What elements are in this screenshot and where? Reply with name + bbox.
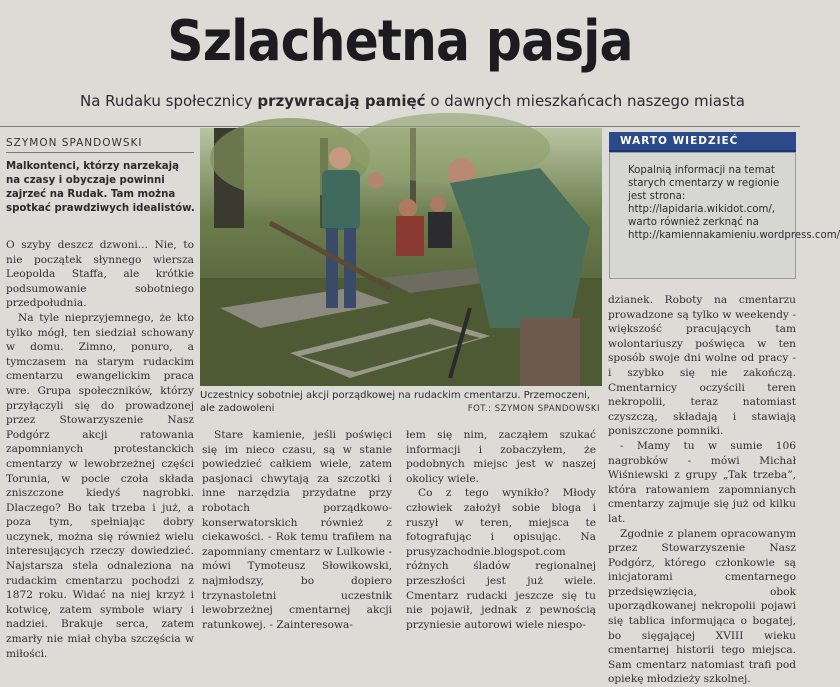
paragraph: - Mamy tu w sumie 106 nagrobków - mówi Michał Wiśniewski z grupy „Tak trzeba”, która ratowaniem zapomnianych cmentarzy zajmuje się już od kilku lat. xyxy=(608,439,796,527)
byline-divider xyxy=(6,152,194,153)
column-4 xyxy=(608,293,796,687)
byline: SZYMON SPANDOWSKI xyxy=(6,137,143,149)
cemetery-volunteers-photo xyxy=(200,128,602,386)
subheadline xyxy=(80,92,760,110)
paragraph: O szyby deszcz dzwoni... Nie, to nie początek słynnego wiersza Leopolda Staffa, ale krótkie podsumowanie sobotniego przedpołudnia. xyxy=(6,238,194,311)
column-2 xyxy=(202,428,392,632)
subhead-pre: Na Rudaku społecznicy xyxy=(80,92,257,110)
photo-caption: Uczestnicy sobotniej akcji porządkowej na rudackim cmentarzu. Przemoczeni, ale zadowoleni xyxy=(200,389,600,415)
info-box-title: WARTO WIEDZIEĆ xyxy=(620,135,738,147)
photo-credit: FOT.: SZYMON SPANDOWSKI xyxy=(440,404,600,414)
paragraph: Na tyle nieprzyjemnego, że kto tylko mógł, ten siedział schowany w domu. Zimno, ponuro, a tymczasem na starym rudackim cmentarzu ewangelickim praca wre. Grupa społeczników, którzy przyłączyli się do prowadzonej przez Stowarzyszenie Nasz Podgórz akcji ratowania zapomnianych protestanckich cmentarzy w lewobrzeżnej części Torunia, w pocie czoła składa zniszczone kiedyś nagrobki. Dlaczego? Bo tak trzeba i już, a poza tym, spełniając dobry uczynek, można się również wielu interesujących rzeczy dowiedzieć. Najstarsza stela odnaleziona na rudackim cmentarzu pochodzi z 1872 roku. Widać na niej krzyż i kotwicę, zatem symbole wiary i nadziei. Brakuje serca, zatem zmarły nie miał chyba szczęścia w miłości. xyxy=(6,311,194,661)
column-1 xyxy=(6,238,194,661)
paragraph: Zgodnie z planem opracowanym przez Stowarzyszenie Nasz Podgórz, którego członkowie są inicjatorami cmentarnego przedsięwzięcia, obok uporządkowanej nekropolii pojawi się tablica informująca o bogatej, bo sięgającej XVIII wieku cmentarnej historii tego miejsca. Sam cmentarz natomiast trafi pod opiekę młodzieży szkolnej. xyxy=(608,527,796,687)
paragraph: łem się nim, zacząłem szukać informacji i zobaczyłem, że podobnych miejsc jest w naszej okolicy wiele. xyxy=(406,428,596,486)
column-3 xyxy=(406,428,596,632)
paragraph: Stare kamienie, jeśli poświęci się im nieco czasu, są w stanie powiedzieć całkiem wiele, zatem pasjonaci chwytają za szczotki i inne narzędzia przydatne przy robotach porządkowo-konserwatorskich również z ciekawości. - Rok temu trafiłem na zapomniany cmentarz w Lulkowie - mówi Tymoteusz Słowikowski, najmłodszy, bo dopiero trzynastoletni uczestnik lewobrzeżnej cmentarnej akcji ratunkowej. - Zainteresowa- xyxy=(202,428,392,632)
subhead-bold: przywracają pamięć xyxy=(257,92,425,110)
headline: Szlachetna pasja xyxy=(40,6,760,78)
subhead-post: o dawnych mieszkańcach naszego miasta xyxy=(426,92,745,110)
paragraph: dzianek. Roboty na cmentarzu prowadzone są tylko w weekendy - większość pracujących tam wolontariuszy poświęca w ten sposób swoje dni wolne od pracy - i szybko się nie zakończą. Cmentarnicy oczyścili teren nekropolii, teraz natomiast czyszczą, składają i stawiają poniszczone pomniki. xyxy=(608,293,796,439)
lead-paragraph: Malkontenci, którzy narzekają na czasy i obyczaje powinni zajrzeć na Rudak. Tam można spotkać prawdziwych idealistów. xyxy=(6,160,196,216)
article-photo xyxy=(200,128,602,386)
info-box-text: Kopalnią informacji na temat starych cmentarzy w regionie jest strona: http://lapidaria.wikidot.com/, warto również zerknąć na http://kamiennakamieniu.wordpress.com/ xyxy=(628,164,784,242)
paragraph: Co z tego wynikło? Młody człowiek założył sobie bloga i ruszył w teren, miejsca te fotografując i opisując. Na prusyzachodnie.blogspot.com różnych śladów regionalnej przeszłości jest już wiele. Cmentarz rudacki jeszcze się tu nie pojawił, jednak z pewnością przyniesie autorowi wiele niespo- xyxy=(406,486,596,632)
